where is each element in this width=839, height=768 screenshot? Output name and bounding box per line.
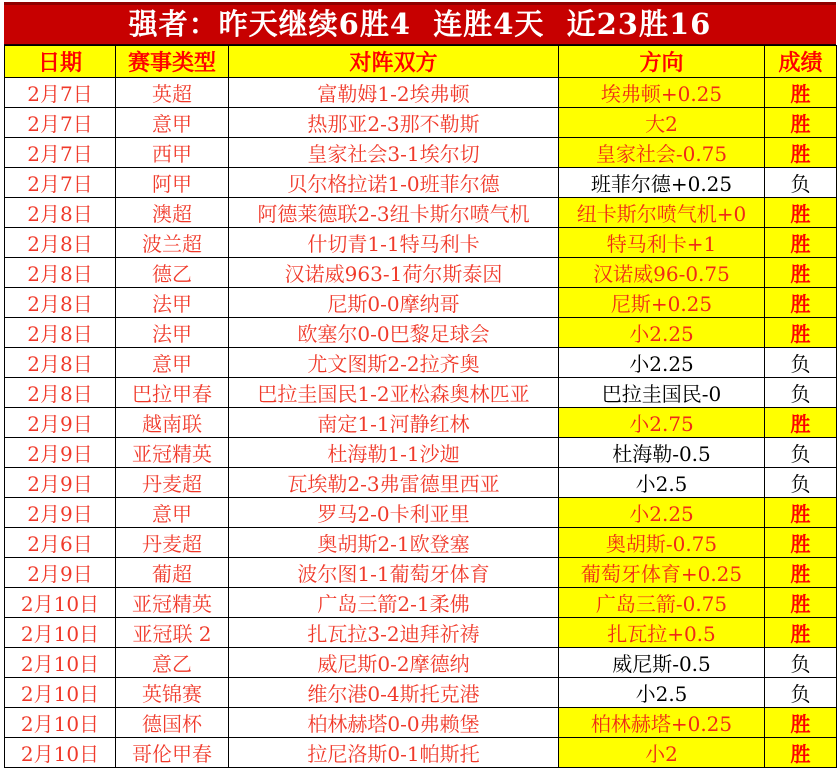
league-cell: 西甲 (116, 138, 229, 168)
table-body (5, 78, 837, 768)
direction-cell: 小2.5 (559, 468, 765, 498)
league-cell: 亚冠精英 (116, 588, 229, 618)
league-cell: 法甲 (116, 288, 229, 318)
direction-cell: 尼斯+0.25 (559, 288, 765, 318)
table-row (5, 228, 837, 258)
result-cell: 胜 (765, 138, 837, 168)
date-cell: 2月9日 (5, 498, 116, 528)
col-header-league: 赛事类型 (116, 46, 229, 78)
league-cell: 巴拉甲春 (116, 378, 229, 408)
col-header-result: 成绩 (765, 46, 837, 78)
match-cell: 罗马2-0卡利亚里 (229, 498, 559, 528)
table-row (5, 348, 837, 378)
result-cell: 胜 (765, 618, 837, 648)
table-row (5, 648, 837, 678)
table-row (5, 498, 837, 528)
result-cell: 负 (765, 438, 837, 468)
league-cell: 阿甲 (116, 168, 229, 198)
match-cell: 热那亚2-3那不勒斯 (229, 108, 559, 138)
match-cell: 广岛三箭2-1柔佛 (229, 588, 559, 618)
league-cell: 丹麦超 (116, 528, 229, 558)
direction-cell: 小2.25 (559, 318, 765, 348)
table-row (5, 288, 837, 318)
direction-cell: 纽卡斯尔喷气机+0 (559, 198, 765, 228)
date-cell: 2月8日 (5, 348, 116, 378)
result-cell: 胜 (765, 708, 837, 738)
date-cell: 2月10日 (5, 648, 116, 678)
date-cell: 2月8日 (5, 198, 116, 228)
match-cell: 尤文图斯2-2拉齐奥 (229, 348, 559, 378)
date-cell: 2月8日 (5, 228, 116, 258)
result-cell: 胜 (765, 288, 837, 318)
direction-cell: 小2.75 (559, 408, 765, 438)
results-table (4, 45, 837, 768)
table-row (5, 258, 837, 288)
date-cell: 2月9日 (5, 438, 116, 468)
page-title: 强者：昨天继续6胜4 连胜4天 近23胜16 (4, 2, 836, 45)
result-cell: 胜 (765, 78, 837, 108)
direction-cell: 埃弗顿+0.25 (559, 78, 765, 108)
direction-cell: 柏林赫塔+0.25 (559, 708, 765, 738)
result-cell: 胜 (765, 588, 837, 618)
result-cell: 胜 (765, 528, 837, 558)
table-row (5, 168, 837, 198)
direction-cell: 小2 (559, 738, 765, 768)
table-row (5, 318, 837, 348)
table-row (5, 408, 837, 438)
direction-cell: 葡萄牙体育+0.25 (559, 558, 765, 588)
match-cell: 汉诺威963-1荷尔斯泰因 (229, 258, 559, 288)
match-cell: 皇家社会3-1埃尔切 (229, 138, 559, 168)
match-cell: 欧塞尔0-0巴黎足球会 (229, 318, 559, 348)
match-cell: 扎瓦拉3-2迪拜祈祷 (229, 618, 559, 648)
match-cell: 波尔图1-1葡萄牙体育 (229, 558, 559, 588)
direction-cell: 皇家社会-0.75 (559, 138, 765, 168)
direction-cell: 奥胡斯-0.75 (559, 528, 765, 558)
direction-cell: 巴拉圭国民-0 (559, 378, 765, 408)
table-row (5, 138, 837, 168)
date-cell: 2月6日 (5, 528, 116, 558)
table-row (5, 198, 837, 228)
direction-cell: 小2.5 (559, 678, 765, 708)
direction-cell: 威尼斯-0.5 (559, 648, 765, 678)
direction-cell: 小2.25 (559, 498, 765, 528)
table-row (5, 678, 837, 708)
table-row (5, 708, 837, 738)
league-cell: 哥伦甲春 (116, 738, 229, 768)
table-row (5, 588, 837, 618)
direction-cell: 特马利卡+1 (559, 228, 765, 258)
date-cell: 2月10日 (5, 678, 116, 708)
league-cell: 德乙 (116, 258, 229, 288)
direction-cell: 扎瓦拉+0.5 (559, 618, 765, 648)
match-cell: 维尔港0-4斯托克港 (229, 678, 559, 708)
league-cell: 丹麦超 (116, 468, 229, 498)
match-cell: 尼斯0-0摩纳哥 (229, 288, 559, 318)
result-cell: 负 (765, 168, 837, 198)
date-cell: 2月8日 (5, 258, 116, 288)
date-cell: 2月7日 (5, 108, 116, 138)
date-cell: 2月10日 (5, 618, 116, 648)
direction-cell: 广岛三箭-0.75 (559, 588, 765, 618)
date-cell: 2月9日 (5, 558, 116, 588)
table-row (5, 438, 837, 468)
result-cell: 负 (765, 348, 837, 378)
result-cell: 胜 (765, 258, 837, 288)
result-cell: 胜 (765, 198, 837, 228)
match-cell: 南定1-1河静红林 (229, 408, 559, 438)
match-cell: 拉尼洛斯0-1帕斯托 (229, 738, 559, 768)
league-cell: 法甲 (116, 318, 229, 348)
league-cell: 意甲 (116, 348, 229, 378)
result-cell: 胜 (765, 558, 837, 588)
table-row (5, 78, 837, 108)
date-cell: 2月10日 (5, 588, 116, 618)
result-cell: 胜 (765, 498, 837, 528)
league-cell: 英超 (116, 78, 229, 108)
result-cell: 胜 (765, 108, 837, 138)
date-cell: 2月9日 (5, 408, 116, 438)
date-cell: 2月8日 (5, 378, 116, 408)
result-cell: 负 (765, 468, 837, 498)
date-cell: 2月10日 (5, 708, 116, 738)
col-header-date: 日期 (5, 46, 116, 78)
date-cell: 2月8日 (5, 288, 116, 318)
league-cell: 澳超 (116, 198, 229, 228)
date-cell: 2月7日 (5, 168, 116, 198)
match-cell: 贝尔格拉诺1-0班菲尔德 (229, 168, 559, 198)
match-cell: 阿德莱德联2-3纽卡斯尔喷气机 (229, 198, 559, 228)
date-cell: 2月10日 (5, 738, 116, 768)
match-cell: 奥胡斯2-1欧登塞 (229, 528, 559, 558)
table-row (5, 618, 837, 648)
league-cell: 意甲 (116, 498, 229, 528)
result-cell: 负 (765, 648, 837, 678)
match-cell: 威尼斯0-2摩德纳 (229, 648, 559, 678)
table-row (5, 378, 837, 408)
result-cell: 负 (765, 678, 837, 708)
league-cell: 葡超 (116, 558, 229, 588)
table-header-row (5, 46, 837, 78)
league-cell: 德国杯 (116, 708, 229, 738)
table-row (5, 558, 837, 588)
league-cell: 波兰超 (116, 228, 229, 258)
result-cell: 胜 (765, 318, 837, 348)
table-row (5, 738, 837, 768)
match-cell: 柏林赫塔0-0弗赖堡 (229, 708, 559, 738)
date-cell: 2月8日 (5, 318, 116, 348)
result-cell: 胜 (765, 228, 837, 258)
result-cell: 负 (765, 378, 837, 408)
direction-cell: 班菲尔德+0.25 (559, 168, 765, 198)
match-cell: 巴拉圭国民1-2亚松森奥林匹亚 (229, 378, 559, 408)
date-cell: 2月7日 (5, 138, 116, 168)
match-cell: 富勒姆1-2埃弗顿 (229, 78, 559, 108)
table-row (5, 108, 837, 138)
date-cell: 2月9日 (5, 468, 116, 498)
date-cell: 2月7日 (5, 78, 116, 108)
direction-cell: 小2.25 (559, 348, 765, 378)
match-cell: 杜海勒1-1沙迦 (229, 438, 559, 468)
league-cell: 英锦赛 (116, 678, 229, 708)
col-header-direction: 方向 (559, 46, 765, 78)
table-row (5, 468, 837, 498)
direction-cell: 汉诺威96-0.75 (559, 258, 765, 288)
league-cell: 意甲 (116, 108, 229, 138)
match-cell: 瓦埃勒2-3弗雷德里西亚 (229, 468, 559, 498)
league-cell: 越南联 (116, 408, 229, 438)
col-header-match: 对阵双方 (229, 46, 559, 78)
league-cell: 亚冠精英 (116, 438, 229, 468)
result-cell: 胜 (765, 408, 837, 438)
result-cell: 胜 (765, 738, 837, 768)
league-cell: 意乙 (116, 648, 229, 678)
direction-cell: 大2 (559, 108, 765, 138)
direction-cell: 杜海勒-0.5 (559, 438, 765, 468)
match-cell: 什切青1-1特马利卡 (229, 228, 559, 258)
table-row (5, 528, 837, 558)
league-cell: 亚冠联 2 (116, 618, 229, 648)
